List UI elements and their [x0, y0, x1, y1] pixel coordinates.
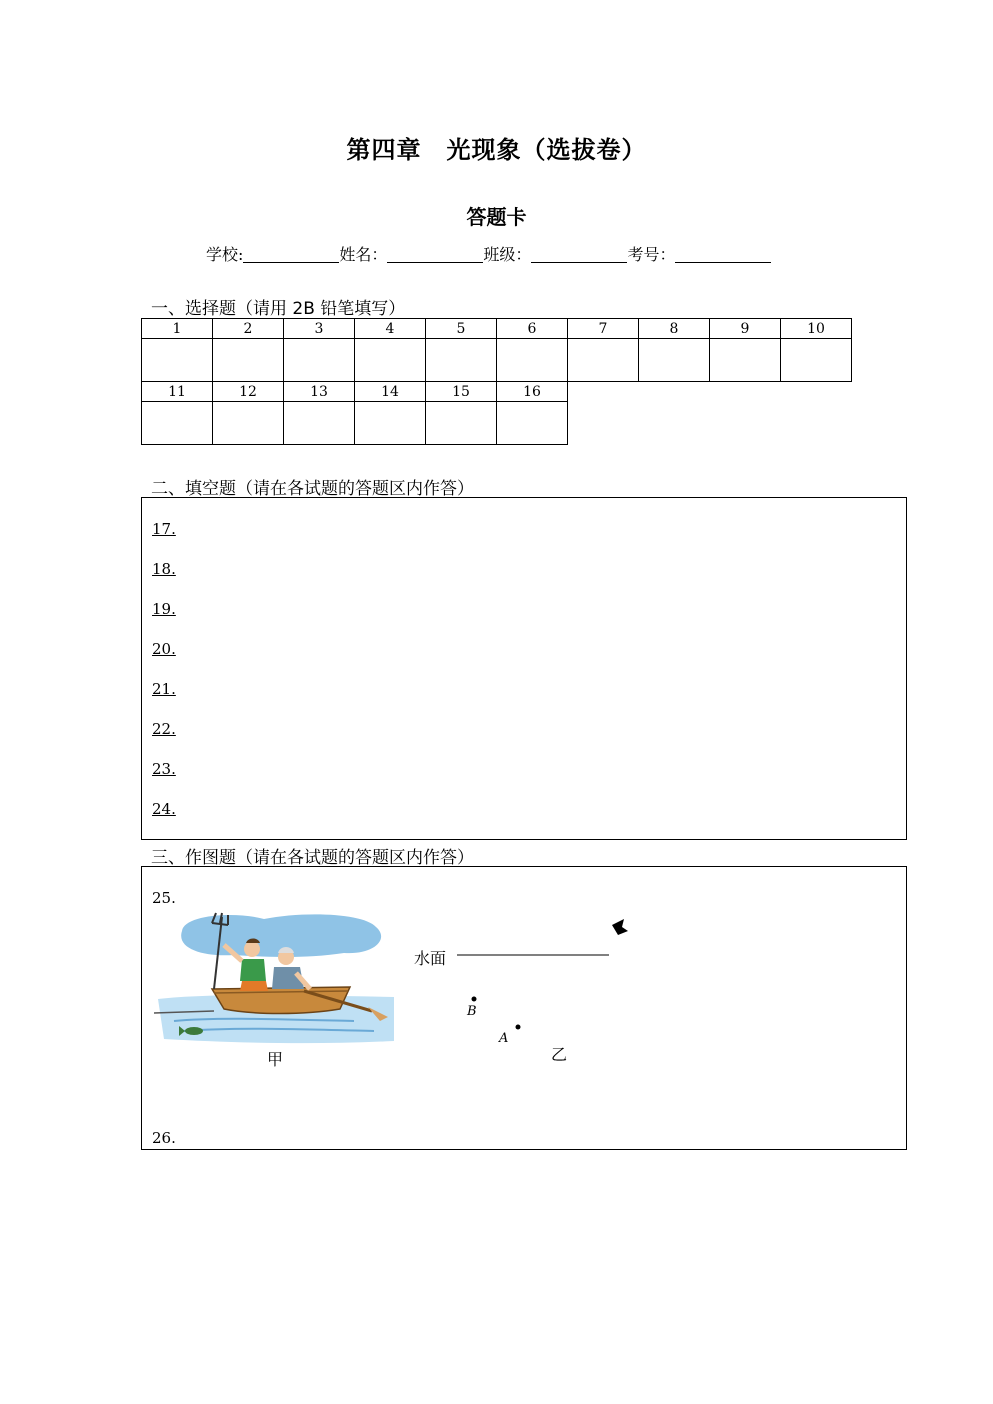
choice-number: 12 [213, 382, 284, 402]
fill-item-17: 17. [152, 520, 176, 538]
point-a-dot [516, 1025, 521, 1030]
choice-answer-cell[interactable] [284, 339, 355, 382]
choice-number: 10 [781, 319, 852, 339]
id-label: 考号： [627, 245, 676, 264]
choice-answer-cell[interactable] [639, 339, 710, 382]
choice-number: 14 [355, 382, 426, 402]
choice-answer-cell[interactable] [213, 339, 284, 382]
choice-answer-cell[interactable] [568, 339, 639, 382]
question-25-label: 25. [152, 889, 176, 907]
choice-number: 3 [284, 319, 355, 339]
choice-table-row2 [141, 381, 568, 445]
choice-answer-cell[interactable] [142, 339, 213, 382]
choice-answer-cell[interactable] [213, 402, 284, 445]
fill-item-19: 19. [152, 600, 176, 618]
choice-answer-cell[interactable] [355, 339, 426, 382]
choice-number: 1 [142, 319, 213, 339]
choice-number: 15 [426, 382, 497, 402]
choice-number: 16 [497, 382, 568, 402]
choice-answer-cell[interactable] [426, 339, 497, 382]
choice-answer-cell[interactable] [284, 402, 355, 445]
fill-blank-answer-area[interactable] [141, 497, 907, 840]
choice-number: 2 [213, 319, 284, 339]
fill-item-21: 21. [152, 680, 176, 698]
choice-table-row1 [141, 318, 852, 382]
section1-title: 一、选择题（请用 2B 铅笔填写） [151, 299, 406, 319]
choice-answer-cell[interactable] [497, 402, 568, 445]
fill-item-23: 23. [152, 760, 176, 778]
section2-title: 二、填空题（请在各试题的答题区内作答） [151, 479, 474, 499]
answer-card-title: 答题卡 [466, 205, 527, 229]
fill-item-18: 18. [152, 560, 176, 578]
school-label: 学校: [206, 245, 244, 264]
fill-item-24: 24. [152, 800, 176, 818]
section3-title: 三、作图题（请在各试题的答题区内作答） [151, 848, 474, 868]
choice-number: 11 [142, 382, 213, 402]
choice-answer-cell[interactable] [781, 339, 852, 382]
student-info-row [206, 242, 771, 265]
fill-item-22: 22. [152, 720, 176, 738]
choice-number: 9 [710, 319, 781, 339]
class-label: 班级： [483, 245, 532, 264]
water-surface-label: 水面 [414, 949, 447, 968]
point-b-label: B [467, 1004, 477, 1019]
choice-number: 4 [355, 319, 426, 339]
fill-item-20: 20. [152, 640, 176, 658]
question-26-label: 26. [152, 1129, 176, 1147]
drawing-answer-area[interactable] [141, 866, 907, 1150]
choice-number: 7 [568, 319, 639, 339]
eye-icon [612, 919, 628, 935]
choice-answer-cell[interactable] [355, 402, 426, 445]
page-title: 第四章 光现象（选拔卷） [346, 135, 647, 164]
point-a-label: A [499, 1031, 509, 1046]
name-blank[interactable] [387, 246, 483, 263]
choice-number: 6 [497, 319, 568, 339]
point-b-dot [472, 997, 477, 1002]
choice-answer-cell[interactable] [710, 339, 781, 382]
choice-answer-cell[interactable] [142, 402, 213, 445]
choice-number: 5 [426, 319, 497, 339]
class-blank[interactable] [531, 246, 627, 263]
choice-answer-cell[interactable] [497, 339, 568, 382]
choice-number: 8 [639, 319, 710, 339]
figure-yi-label: 乙 [551, 1045, 568, 1064]
id-blank[interactable] [675, 246, 771, 263]
name-label: 姓名： [339, 245, 388, 264]
figure-jia-label: 甲 [267, 1050, 284, 1069]
choice-number: 13 [284, 382, 355, 402]
choice-answer-cell[interactable] [426, 402, 497, 445]
school-blank[interactable] [243, 246, 339, 263]
boat-illustration [154, 909, 402, 1049]
